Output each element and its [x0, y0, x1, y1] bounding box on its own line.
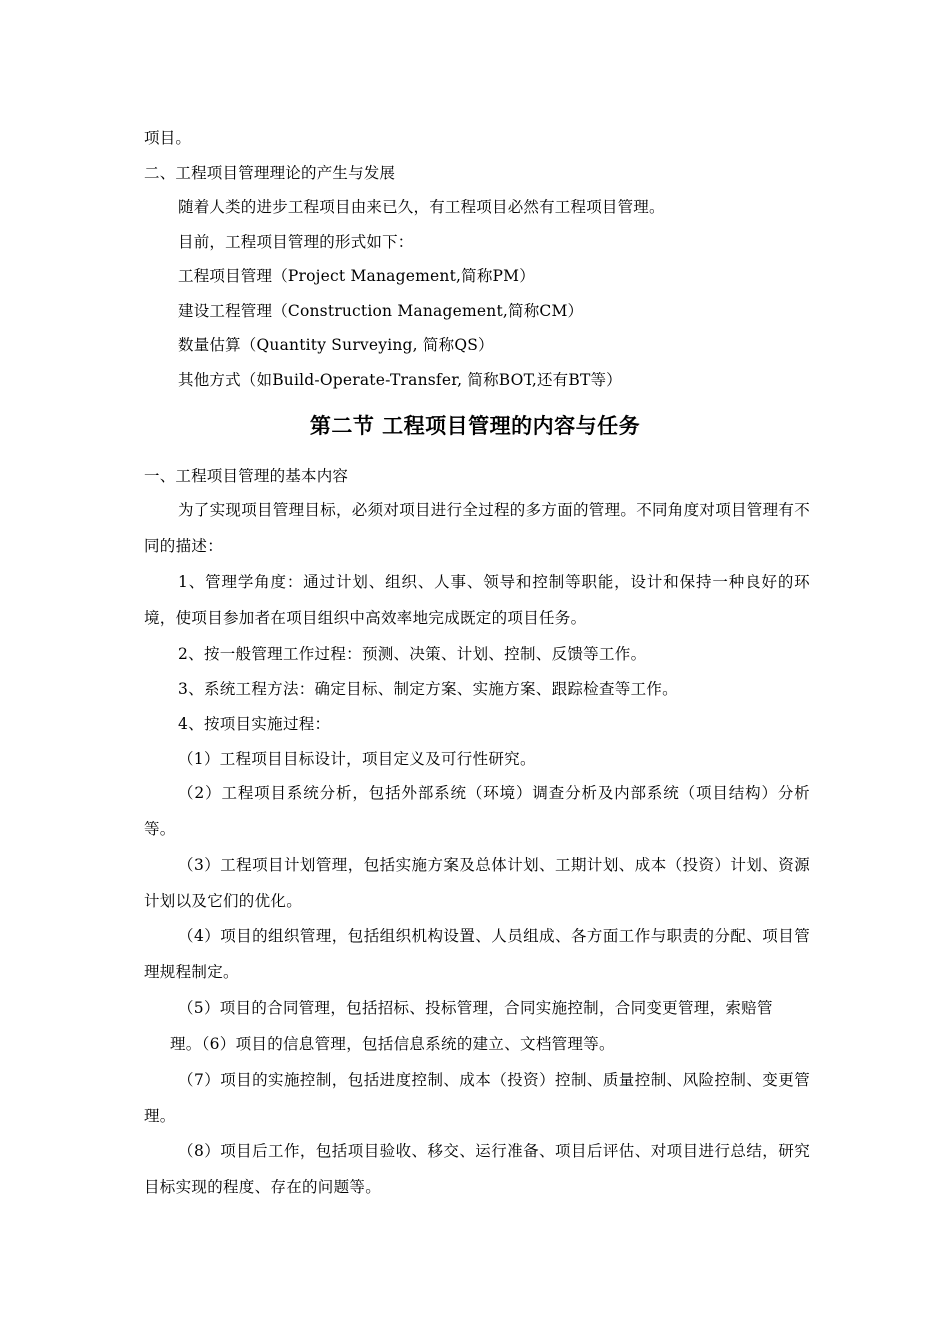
text-line: 目前，工程项目管理的形式如下：: [178, 233, 414, 251]
text-line: 随着人类的进步工程项目由来已久，有工程项目必然有工程项目管理。: [178, 198, 665, 216]
list-item: 其他方式（如Build-Operate-Transfer, 简称BOT,还有BT等）: [178, 371, 622, 389]
paragraph: （7）项目的实施控制，包括进度控制、成本（投资）控制、质量控制、风险控制、变更管理。: [144, 1071, 810, 1125]
text-line: 项目。: [144, 129, 192, 147]
paragraph: （5）项目的合同管理，包括招标、投标管理，合同实施控制，合同变更管理，索赔管: [178, 999, 773, 1017]
list-item: 数量估算（Quantity Surveying, 简称QS）: [178, 336, 494, 354]
list-item: 工程项目管理（Project Management,简称PM）: [178, 267, 535, 285]
subsection-title: 二、工程项目管理理论的产生与发展: [144, 164, 396, 182]
subsection-title: 一、工程项目管理的基本内容: [144, 467, 349, 485]
paragraph: 3、系统工程方法：确定目标、制定方案、实施方案、跟踪检查等工作。: [178, 680, 678, 698]
paragraph: 4、按项目实施过程：: [178, 715, 331, 733]
section-heading: 第二节 工程项目管理的内容与任务: [309, 413, 641, 438]
paragraph: 理。（6）项目的信息管理，包括信息系统的建立、文档管理等。: [170, 1035, 615, 1053]
paragraph: （2）工程项目系统分析，包括外部系统（环境）调查分析及内部系统（项目结构）分析等。: [144, 784, 810, 838]
paragraph: （4）项目的组织管理，包括组织机构设置、人员组成、各方面工作与职责的分配、项目管理规程制定。: [144, 927, 810, 981]
paragraph: （8）项目后工作，包括项目验收、移交、运行准备、项目后评估、对项目进行总结，研究目标实现的程度、存在的问题等。: [144, 1142, 810, 1196]
paragraph: （1）工程项目目标设计，项目定义及可行性研究。: [178, 750, 536, 768]
paragraph: 为了实现项目管理目标，必须对项目进行全过程的多方面的管理。不同角度对项目管理有不同的描述：: [144, 501, 811, 555]
list-item: 建设工程管理（Construction Management,简称CM）: [178, 302, 584, 320]
paragraph: 2、按一般管理工作过程：预测、决策、计划、控制、反馈等工作。: [178, 645, 647, 663]
paragraph: （3）工程项目计划管理，包括实施方案及总体计划、工期计划、成本（投资）计划、资源计划以及它们的优化。: [144, 856, 810, 910]
paragraph: 1、管理学角度：通过计划、组织、人事、领导和控制等职能，设计和保持一种良好的环境，使项目参加者在项目组织中高效率地完成既定的项目任务。: [144, 573, 810, 627]
